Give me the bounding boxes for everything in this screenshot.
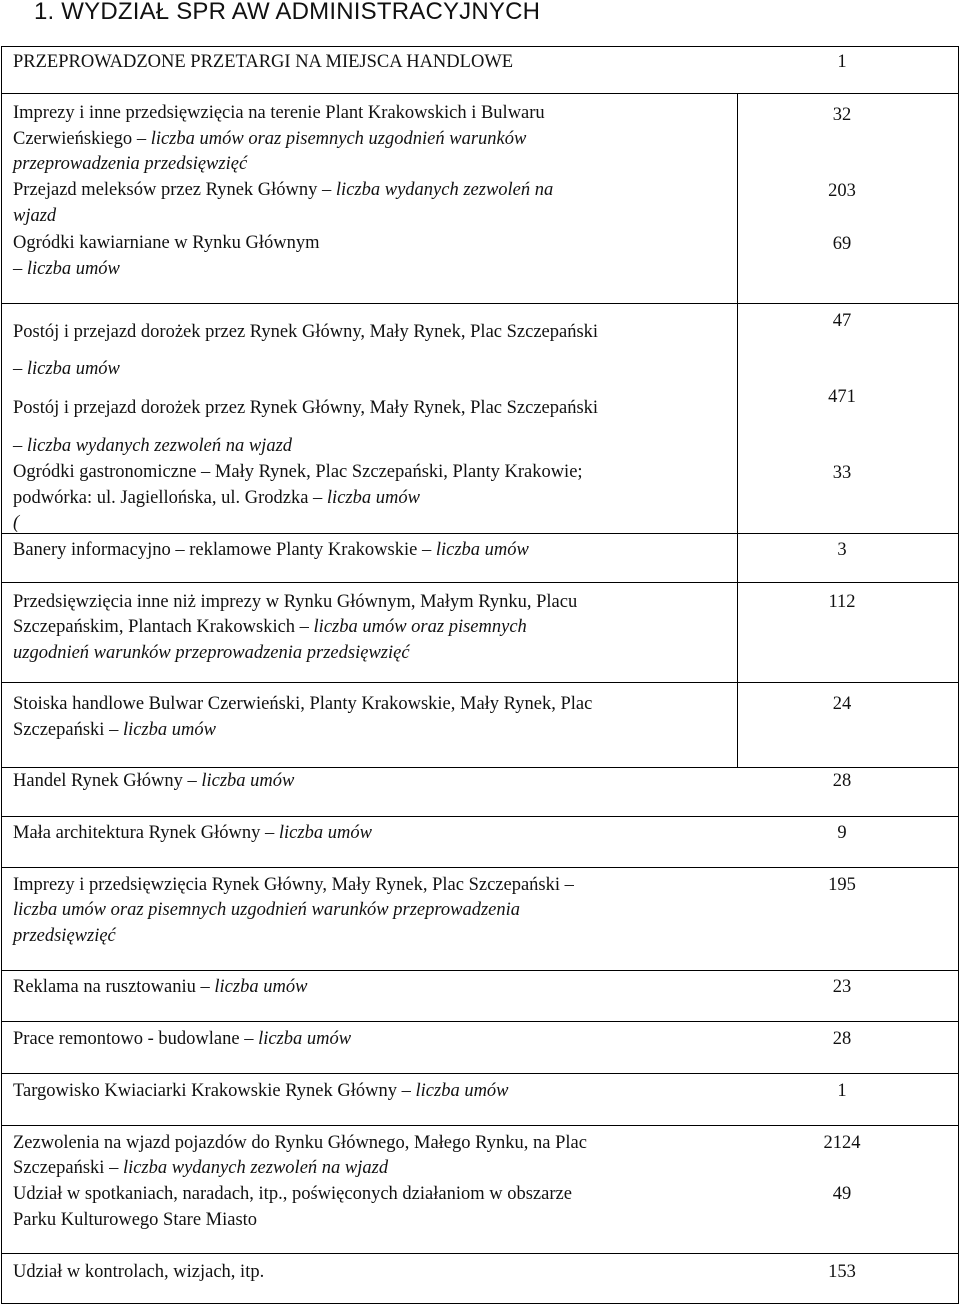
row-label: – liczba umów bbox=[13, 259, 120, 279]
row-label: Ogródki gastronomiczne – Mały Rynek, Plac Szczepański, Planty Krakowie; bbox=[13, 462, 583, 482]
row-label: Handel Rynek Główny – liczba umów bbox=[13, 771, 295, 791]
row-label: Udział w spotkaniach, naradach, itp., poświęconych działaniom w obszarze bbox=[13, 1184, 572, 1204]
row-rule bbox=[1, 816, 959, 817]
row-label: Imprezy i przedsięwzięcia Rynek Główny, Mały Rynek, Plac Szczepański – bbox=[13, 875, 574, 895]
row-rule bbox=[1, 93, 959, 94]
row-label: Szczepańskim, Plantach Krakowskich – liczba umów oraz pisemnych bbox=[13, 617, 527, 637]
row-rule bbox=[1, 303, 959, 304]
row-label: Stoiska handlowe Bulwar Czerwieński, Planty Krakowskie, Mały Rynek, Plac bbox=[13, 694, 593, 714]
row-label: Ogródki kawiarniane w Rynku Głównym bbox=[13, 233, 320, 253]
row-value: 153 bbox=[828, 1262, 856, 1282]
row-rule bbox=[1, 533, 959, 534]
row-label: Zezwolenia na wjazd pojazdów do Rynku Głównego, Małego Rynku, na Plac bbox=[13, 1133, 587, 1153]
row-rule bbox=[1, 582, 959, 583]
row-value: 28 bbox=[832, 771, 852, 791]
row-value: 69 bbox=[832, 234, 852, 254]
row-label: – liczba wydanych zezwoleń na wjazd bbox=[13, 436, 293, 456]
row-value: 203 bbox=[828, 181, 856, 201]
row-rule bbox=[1, 1253, 959, 1254]
row-label: ( bbox=[13, 513, 20, 533]
section-heading: 1. WYDZIAŁ SPR AW ADMINISTRACYJNYCH bbox=[34, 0, 541, 25]
row-value: 49 bbox=[832, 1184, 852, 1204]
row-value: 112 bbox=[828, 592, 856, 612]
row-label: Prace remontowo - budowlane – liczba umów bbox=[13, 1029, 352, 1049]
row-value: 23 bbox=[832, 977, 852, 997]
row-label: Targowisko Kwiaciarki Krakowskie Rynek Główny – liczba umów bbox=[13, 1081, 509, 1101]
row-label: Przejazd meleksów przez Rynek Główny – liczba wydanych zezwoleń na bbox=[13, 180, 554, 200]
row-rule bbox=[1, 1021, 959, 1022]
row-label: PRZEPROWADZONE PRZETARGI NA MIEJSCA HANDLOWE bbox=[13, 52, 514, 72]
table-left-border bbox=[1, 46, 2, 1303]
row-label: Udział w kontrolach, wizjach, itp. bbox=[13, 1262, 265, 1282]
row-value: 1 bbox=[837, 1081, 847, 1101]
table-right-border bbox=[958, 46, 959, 1303]
row-label: – liczba umów bbox=[13, 359, 120, 379]
row-label: podwórka: ul. Jagiellońska, ul. Grodzka – liczba umów bbox=[13, 488, 420, 508]
row-label: przedsięwzięć bbox=[13, 926, 116, 946]
row-label: Mała architektura Rynek Główny – liczba umów bbox=[13, 823, 372, 843]
row-rule bbox=[1, 1073, 959, 1074]
row-label: Szczepański – liczba wydanych zezwoleń na wjazd bbox=[13, 1158, 389, 1178]
row-value: 1 bbox=[837, 52, 847, 72]
row-value: 32 bbox=[832, 105, 852, 125]
row-label: Szczepański – liczba umów bbox=[13, 720, 216, 740]
row-value: 195 bbox=[828, 875, 856, 895]
column-divider bbox=[737, 93, 738, 768]
row-label: Przedsięwzięcia inne niż imprezy w Rynku Głównym, Małym Rynku, Placu bbox=[13, 592, 578, 612]
row-label: Banery informacyjno – reklamowe Planty Krakowskie – liczba umów bbox=[13, 540, 529, 560]
row-value: 33 bbox=[832, 463, 852, 483]
row-value: 28 bbox=[832, 1029, 852, 1049]
row-value: 3 bbox=[837, 540, 847, 560]
row-label: Reklama na rusztowaniu – liczba umów bbox=[13, 977, 308, 997]
row-rule bbox=[1, 970, 959, 971]
row-label: wjazd bbox=[13, 206, 57, 226]
row-label: Parku Kulturowego Stare Miasto bbox=[13, 1210, 258, 1230]
row-value: 24 bbox=[832, 694, 852, 714]
row-value: 47 bbox=[832, 311, 852, 331]
row-label: Postój i przejazd dorożek przez Rynek Główny, Mały Rynek, Plac Szczepański bbox=[13, 322, 599, 342]
row-label: liczba umów oraz pisemnych uzgodnień warunków przeprowadzenia bbox=[13, 900, 521, 920]
row-rule bbox=[1, 46, 959, 47]
row-label: uzgodnień warunków przeprowadzenia przedsięwzięć bbox=[13, 643, 410, 663]
row-value: 2124 bbox=[823, 1133, 861, 1153]
row-value: 9 bbox=[837, 823, 847, 843]
row-label: Imprezy i inne przedsięwzięcia na terenie Plant Krakowskich i Bulwaru bbox=[13, 103, 545, 123]
row-label: Czerwieńskiego – liczba umów oraz pisemnych uzgodnień warunków bbox=[13, 129, 527, 149]
row-rule bbox=[1, 1125, 959, 1126]
row-label: Postój i przejazd dorożek przez Rynek Główny, Mały Rynek, Plac Szczepański bbox=[13, 398, 599, 418]
row-rule bbox=[1, 1303, 959, 1304]
row-rule bbox=[1, 682, 959, 683]
row-value: 471 bbox=[828, 387, 856, 407]
row-rule bbox=[1, 867, 959, 868]
row-label: przeprowadzenia przedsięwzięć bbox=[13, 154, 248, 174]
